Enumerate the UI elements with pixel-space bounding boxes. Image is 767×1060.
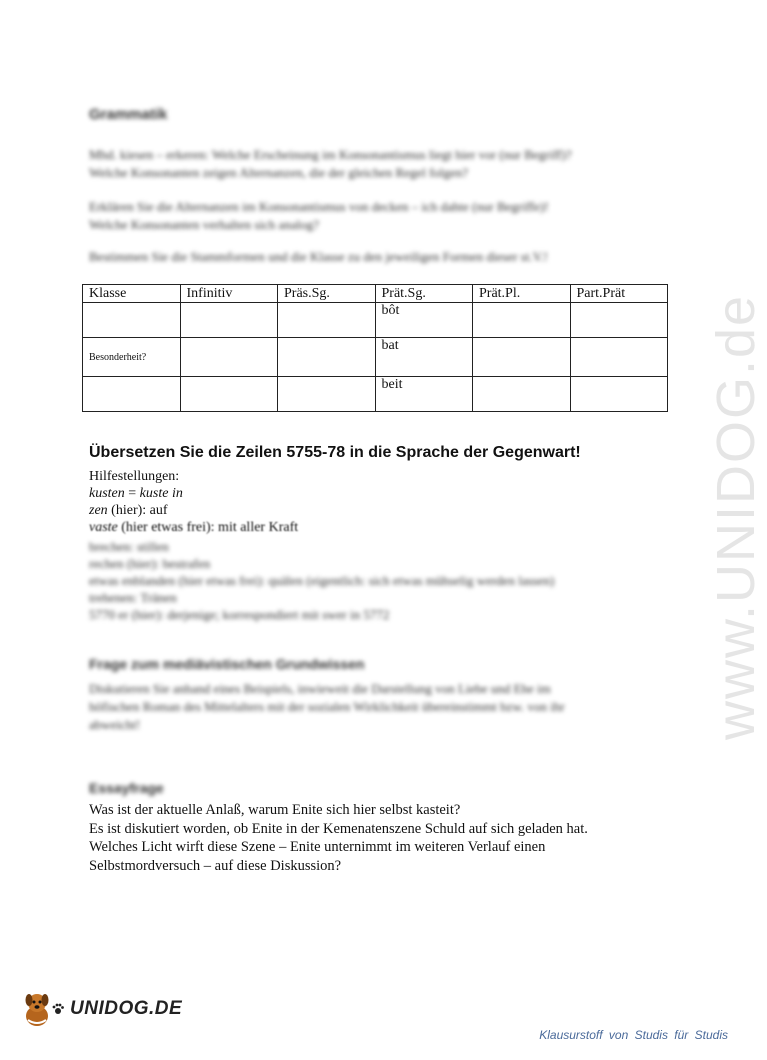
table-cell [278,303,376,338]
hints-label: Hilfestellungen: [89,469,180,484]
table-cell [473,303,571,338]
col-header-infinitiv: Infinitiv [180,285,278,303]
hint-line: rechen (hier): bestrafen [89,556,211,571]
dog-mascot-icon [22,990,52,1028]
grammatik-question-1 [89,146,669,182]
text-line: höfischen Roman des Mittelalters mit der sozialen Wirklichkeit übereinstimmt bzw. von ihr [89,699,565,714]
text-line: Was ist der aktuelle Anlaß, warum Enite sich hier selbst kasteit? [89,802,461,818]
table-cell [473,338,571,377]
footer-logo[interactable] [22,990,182,1028]
hint-def: (hier): auf [107,503,168,518]
col-header-part-praet: Part.Prät [570,285,668,303]
col-header-klasse: Klasse [83,285,181,303]
hint-line: trehenen: Tränen [89,590,177,605]
col-header-praet-sg: Prät.Sg. [375,285,473,303]
essay-heading: Essayfrage [89,780,164,796]
table-row [83,338,668,377]
table-cell [473,377,571,412]
hint-def: kuste in [139,486,183,501]
frage-text [89,680,669,734]
hints-blurred [89,538,554,623]
table-cell [83,303,181,338]
table-cell [570,377,668,412]
hints-visible [89,468,298,536]
brand-name: UNIDOG.DE [70,998,183,1019]
table-row [83,377,668,412]
text-line: Bestimmen Sie die Stammformen und die Klasse zu den jeweiligen Formen dieser st.V.! [89,249,549,264]
table-row [83,303,668,338]
hint-line: 5770 er (hier): derjenige; korrespondiert mit swer in 5772 [89,607,390,622]
grammatik-question-3 [89,248,669,266]
watermark: www.UNIDOG.de [706,293,766,740]
table-cell [278,338,376,377]
table-cell: bat [375,338,473,377]
hint-term: kusten [89,486,125,501]
hint-line [89,519,298,536]
text-line: abweicht! [89,717,141,732]
hint-def: (hier etwas frei): mit aller Kraft [117,520,299,535]
table-cell [570,338,668,377]
table-cell [180,377,278,412]
text-line: Erklären Sie die Alternanzen im Konsonantismus von decken – ich dahte (nur Begriffe)! [89,199,549,214]
table-cell: Besonderheit? [83,338,181,377]
text-line: Es ist diskutiert worden, ob Enite in der Kemenatenszene Schuld auf sich geladen hat. [89,820,588,837]
table-cell [83,377,181,412]
hint-line: brechen: stillen [89,539,169,554]
verb-forms-table [82,284,668,412]
footer-slogan: Klausurstoff von Studis für Studis [539,1028,728,1042]
text-line: Welche Konsonanten verhalten sich analog? [89,217,319,232]
text-line: Welche Konsonanten zeigen Alternanzen, die der gleichen Regel folgen? [89,165,469,180]
col-header-praes-sg: Präs.Sg. [278,285,376,303]
table-cell [180,303,278,338]
col-header-praet-pl: Prät.Pl. [473,285,571,303]
translation-heading: Übersetzen Sie die Zeilen 5755-78 in die Sprache der Gegenwart! [89,444,581,461]
paw-icon [52,1003,64,1015]
text-line: Mhd. kiesen – erkeren: Welche Erscheinung im Konsonantismus liegt hier vor (nur Begriff)? [89,147,572,162]
table-cell [278,377,376,412]
table-cell: bôt [375,303,473,338]
frage-heading: Frage zum mediävistischen Grundwissen [89,656,365,672]
table-cell: beit [375,377,473,412]
hint-line: etwas enblanden (hier etwas frei): quälen (eigentlich: sich etwas mühselig werden lassen) [89,573,555,588]
text-line: Selbstmordversuch – auf diese Diskussion? [89,857,342,874]
grammatik-heading: Grammatik [89,106,168,123]
text-line: Welches Licht wirft diese Szene – Enite unternimmt im weiteren Verlauf einen [89,839,546,855]
table-cell [570,303,668,338]
hint-term: zen [89,503,108,518]
grammatik-question-2 [89,198,669,234]
essay-text [89,801,689,875]
hint-line [89,502,298,519]
hint-line [89,485,298,502]
hint-term: vaste [89,520,118,535]
hint-eq: = [124,486,140,501]
table-header-row [83,285,668,303]
text-line: Diskutieren Sie anhand eines Beispiels, inwieweit die Darstellung von Liebe und Ehe im [89,681,551,696]
table-cell [180,338,278,377]
